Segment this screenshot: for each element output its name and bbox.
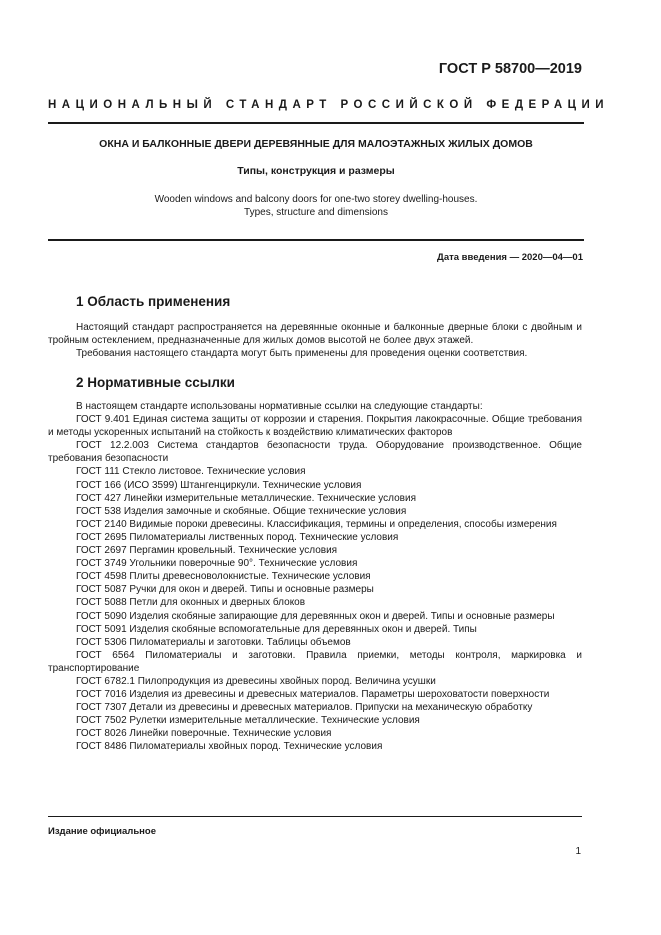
gost-number: ГОСТ Р 58700—2019 (438, 61, 582, 77)
reference-item: ГОСТ 4598 Плиты древесноволокнистые. Технические условия (76, 571, 371, 583)
reference-item: ГОСТ 8486 Пиломатериалы хвойных пород. Технические условия (76, 741, 383, 753)
reference-item: ГОСТ 111 Стекло листовое. Технические условия (76, 466, 306, 478)
official-edition-label: Издание официальное (48, 826, 156, 837)
section-1-paragraph: Требования настоящего стандарта могут быть применены для проведения оценки соответствия. (76, 348, 528, 360)
reference-item: ГОСТ 5088 Петли для оконных и дверных блоков (76, 597, 306, 609)
reference-item: ГОСТ 2695 Пиломатериалы лиственных пород. Технические условия (76, 531, 399, 543)
english-title-line-1: Wooden windows and balcony doors for one-two storey dwelling-houses. (154, 194, 478, 205)
page-number: 1 (575, 846, 581, 857)
reference-item: ГОСТ 5090 Изделия скобяные запирающие для деревянных окон и дверей. Типы и основные размеры (76, 610, 555, 622)
reference-item: ГОСТ 7502 Рулетки измерительные металлические. Технические условия (76, 715, 420, 727)
reference-item: ГОСТ 6564 Пиломатериалы и заготовки. Правила приемки, методы контроля, маркировка и транспортирование (48, 649, 582, 674)
reference-item: ГОСТ 7307 Детали из древесины и древесных материалов. Припуски на механическую обработку (76, 702, 533, 714)
reference-item: ГОСТ 5091 Изделия скобяные вспомогательные для деревянных окон и дверей. Типы (76, 623, 477, 635)
section-2-heading: 2 Нормативные ссылки (76, 375, 235, 390)
footer-divider (48, 816, 582, 817)
reference-list (48, 413, 582, 753)
section-2-intro: В настоящем стандарте использованы нормативные ссылки на следующие стандарты: (76, 401, 483, 412)
section-1-body (48, 321, 582, 360)
section-2-body (48, 400, 582, 754)
reference-item: ГОСТ 8026 Линейки поверочные. Технические условия (76, 728, 332, 740)
reference-item: ГОСТ 166 (ИСО 3599) Штангенциркули. Технические условия (76, 479, 362, 491)
english-title-line-2: Types, structure and dimensions (244, 207, 388, 218)
reference-item: ГОСТ 5087 Ручки для окон и дверей. Типы и основные размеры (76, 584, 374, 596)
reference-item: ГОСТ 6782.1 Пилопродукция из древесины хвойных пород. Величина усушки (76, 675, 436, 687)
reference-item: ГОСТ 2140 Видимые пороки древесины. Классификация, термины и определения, способы измерения (76, 518, 557, 530)
reference-item: ГОСТ 9.401 Единая система защиты от коррозии и старения. Покрытия лакокрасочные. Общие требования и методы ускоренных испытаний на стойкость к воздействию климатических факторов (48, 414, 582, 439)
reference-item: ГОСТ 12.2.003 Система стандартов безопасности труда. Оборудование производственное. Общие требования безопасности (48, 440, 582, 465)
reference-item: ГОСТ 5306 Пиломатериалы и заготовки. Таблицы объемов (76, 636, 351, 648)
section-1-heading: 1 Область применения (76, 294, 231, 309)
national-standard-banner: НАЦИОНАЛЬНЫЙ СТАНДАРТ РОССИЙСКОЙ ФЕДЕРАЦИИ (48, 99, 610, 111)
section-1-paragraph: Настоящий стандарт распространяется на деревянные оконные и балконные дверные блоки с двойным и тройным остеклением, предназначенные для жилых домов высотой не более двух этажей. (48, 322, 582, 347)
introduction-date: Дата введения — 2020—04—01 (437, 252, 583, 263)
title-divider (48, 239, 584, 241)
reference-item: ГОСТ 427 Линейки измерительные металлические. Технические условия (76, 492, 416, 504)
reference-item: ГОСТ 538 Изделия замочные и скобяные. Общие технические условия (76, 505, 407, 517)
document-title: ОКНА И БАЛКОННЫЕ ДВЕРИ ДЕРЕВЯННЫЕ ДЛЯ МАЛОЭТАЖНЫХ ЖИЛЫХ ДОМОВ (99, 138, 533, 150)
reference-item: ГОСТ 7016 Изделия из древесины и древесных материалов. Параметры шероховатости поверхности (76, 689, 550, 701)
reference-item: ГОСТ 2697 Пергамин кровельный. Технические условия (76, 545, 338, 557)
reference-item: ГОСТ 3749 Угольники поверочные 90°. Технические условия (76, 558, 358, 570)
top-divider (48, 122, 584, 124)
document-subtitle: Типы, конструкция и размеры (237, 165, 395, 177)
english-title (48, 193, 584, 219)
